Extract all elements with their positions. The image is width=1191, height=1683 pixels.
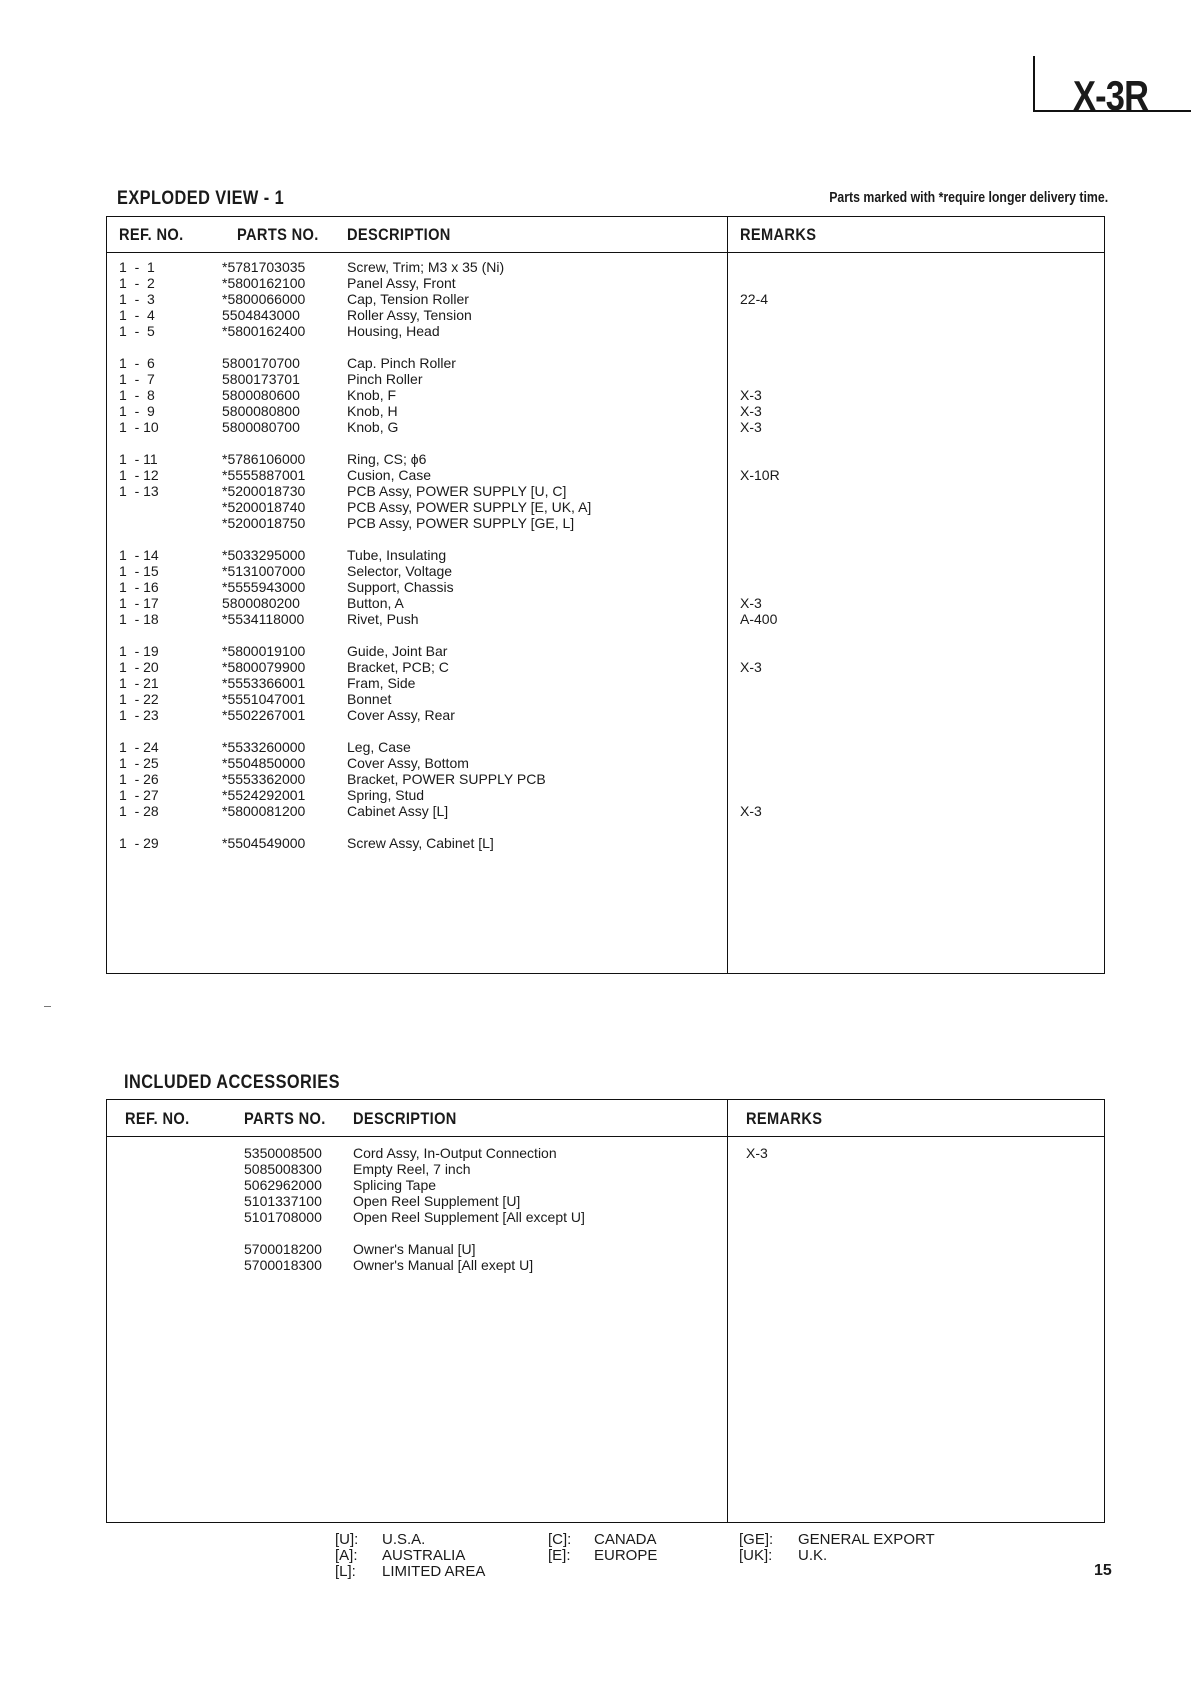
ref-cell: 1 - 10	[119, 419, 159, 435]
ref-cell: 1 - 28	[119, 803, 159, 819]
table-row	[107, 371, 1104, 387]
header-ref-no: REF. NO.	[119, 225, 184, 244]
part-number-cell: 5350008500	[244, 1145, 322, 1161]
part-number-cell: *5524292001	[222, 787, 306, 803]
description-cell: Pinch Roller	[347, 371, 423, 387]
part-number-cell: *5504850000	[222, 755, 306, 771]
remarks-cell: X-3	[740, 403, 762, 419]
table-row	[107, 595, 1104, 611]
ref-cell: 1 - 21	[119, 675, 159, 691]
table-row	[107, 291, 1104, 307]
remarks-cell: X-3	[740, 387, 762, 403]
table-row	[107, 307, 1104, 323]
part-number-cell: 5700018200	[244, 1241, 322, 1257]
table-row	[107, 419, 1104, 435]
legend-name-ge: GENERAL EXPORT	[798, 1531, 935, 1548]
description-cell: Cover Assy, Bottom	[347, 755, 469, 771]
part-number-cell: *5200018740	[222, 499, 306, 515]
description-cell: Guide, Joint Bar	[347, 643, 448, 659]
description-cell: PCB Assy, POWER SUPPLY [U, C]	[347, 483, 567, 499]
legend-code-c: [C]:	[548, 1531, 572, 1548]
part-number-cell: *5800079900	[222, 659, 306, 675]
part-number-cell: *5800162100	[222, 275, 306, 291]
part-number-cell: *5533260000	[222, 739, 306, 755]
ref-cell: 1 - 18	[119, 611, 159, 627]
table-row	[107, 707, 1104, 723]
part-number-cell: *5800019100	[222, 643, 306, 659]
table-row	[107, 451, 1104, 467]
description-cell: PCB Assy, POWER SUPPLY [GE, L]	[347, 515, 575, 531]
ref-cell: 1 - 19	[119, 643, 159, 659]
table-row	[107, 1161, 1104, 1177]
ref-cell: 1 - 14	[119, 547, 159, 563]
table-row	[107, 1193, 1104, 1209]
description-cell: Knob, F	[347, 387, 397, 403]
remarks-cell: X-3	[740, 419, 762, 435]
part-number-cell: *5504549000	[222, 835, 306, 851]
remarks-cell: X-3	[740, 803, 762, 819]
ref-cell: 1 - 27	[119, 787, 159, 803]
table-row	[107, 499, 1104, 515]
legend-name-e: EUROPE	[594, 1547, 658, 1564]
part-number-cell: *5551047001	[222, 691, 306, 707]
table-row	[107, 611, 1104, 627]
table-row	[107, 771, 1104, 787]
description-cell: Open Reel Supplement [All except U]	[353, 1209, 585, 1225]
description-cell: Leg, Case	[347, 739, 411, 755]
header-description: DESCRIPTION	[347, 225, 451, 244]
description-cell: Cord Assy, In-Output Connection	[353, 1145, 557, 1161]
ref-cell: 1 - 23	[119, 707, 159, 723]
remarks-cell: X-3	[740, 595, 762, 611]
table-row	[107, 1209, 1104, 1225]
ref-cell: 1 - 26	[119, 771, 159, 787]
remarks-cell: X-10R	[740, 467, 780, 483]
part-number-cell: *5553362000	[222, 771, 306, 787]
table-row	[107, 515, 1104, 531]
table-row	[107, 467, 1104, 483]
ref-cell: 1 - 8	[119, 387, 155, 403]
part-number-cell: *5502267001	[222, 707, 306, 723]
ref-cell: 1 - 4	[119, 307, 155, 323]
description-cell: Housing, Head	[347, 323, 440, 339]
header-parts-no: PARTS NO.	[244, 1109, 326, 1128]
table-row	[107, 483, 1104, 499]
part-number-cell: *5800081200	[222, 803, 306, 819]
table-row	[107, 563, 1104, 579]
description-cell: Cap. Pinch Roller	[347, 355, 456, 371]
part-number-cell: 5101708000	[244, 1209, 322, 1225]
accessory-rows	[107, 1145, 1104, 1273]
page-number: 15	[1094, 1562, 1112, 1579]
table-row	[107, 579, 1104, 595]
description-cell: Cabinet Assy [L]	[347, 803, 449, 819]
description-cell: Screw, Trim; M3 x 35 (Ni)	[347, 259, 505, 275]
description-cell: Screw Assy, Cabinet [L]	[347, 835, 494, 851]
part-number-cell: *5553366001	[222, 675, 306, 691]
legend-code-ge: [GE]:	[739, 1531, 774, 1548]
part-number-cell: 5504843000	[222, 307, 300, 323]
ref-cell: 1 - 15	[119, 563, 159, 579]
ref-cell: 1 - 25	[119, 755, 159, 771]
header-description: DESCRIPTION	[353, 1109, 457, 1128]
part-number-cell: 5800170700	[222, 355, 300, 371]
exploded-parts-table	[106, 216, 1105, 974]
description-cell: PCB Assy, POWER SUPPLY [E, UK, A]	[347, 499, 592, 515]
header-ref-no: REF. NO.	[125, 1109, 190, 1128]
description-cell: Rivet, Push	[347, 611, 419, 627]
legend-code-uk: [UK]:	[739, 1547, 773, 1564]
table-row	[107, 259, 1104, 275]
table-row	[107, 835, 1104, 851]
ref-cell: 1 - 24	[119, 739, 159, 755]
description-cell: Owner's Manual [U]	[353, 1241, 476, 1257]
ref-cell: 1 - 20	[119, 659, 159, 675]
table-row	[107, 323, 1104, 339]
table-row	[107, 659, 1104, 675]
delivery-note: Parts marked with *require longer delivery time.	[829, 189, 1108, 206]
ref-cell: 1 - 13	[119, 483, 159, 499]
description-cell: Tube, Insulating	[347, 547, 447, 563]
ref-cell: 1 - 5	[119, 323, 155, 339]
model-name: X-3R	[1073, 72, 1149, 119]
description-cell: Empty Reel, 7 inch	[353, 1161, 471, 1177]
ref-cell: 1 - 17	[119, 595, 159, 611]
table-row	[107, 547, 1104, 563]
description-cell: Spring, Stud	[347, 787, 425, 803]
part-number-cell: *5800066000	[222, 291, 306, 307]
table-row	[107, 1177, 1104, 1193]
remarks-cell: A-400	[740, 611, 778, 627]
legend-name-u: U.S.A.	[382, 1531, 426, 1548]
part-number-cell: 5800080200	[222, 595, 300, 611]
legend-name-l: LIMITED AREA	[382, 1563, 486, 1580]
table-row	[107, 755, 1104, 771]
part-number-cell: 5062962000	[244, 1177, 322, 1193]
stray-mark	[44, 1006, 51, 1007]
table-row	[107, 803, 1104, 819]
description-cell: Knob, H	[347, 403, 398, 419]
table-row	[107, 1241, 1104, 1257]
legend-code-l: [L]:	[335, 1563, 356, 1580]
description-cell: Selector, Voltage	[347, 563, 453, 579]
ref-cell: 1 - 11	[119, 451, 158, 467]
part-number-cell: 5800173701	[222, 371, 300, 387]
part-number-cell: *5200018730	[222, 483, 306, 499]
part-number-cell: *5555943000	[222, 579, 306, 595]
remarks-cell: X-3	[746, 1145, 768, 1161]
legend-name-uk: U.K.	[798, 1547, 828, 1564]
part-number-cell: 5800080600	[222, 387, 300, 403]
remarks-cell: 22-4	[740, 291, 769, 307]
part-number-cell: *5555887001	[222, 467, 306, 483]
ref-cell: 1 - 2	[119, 275, 155, 291]
header-parts-no: PARTS NO.	[237, 225, 319, 244]
table-row	[107, 675, 1104, 691]
description-cell: Bracket, PCB; C	[347, 659, 449, 675]
legend-name-c: CANADA	[594, 1531, 657, 1548]
table-row	[107, 1145, 1104, 1161]
ref-cell: 1 - 9	[119, 403, 155, 419]
ref-cell: 1 - 16	[119, 579, 159, 595]
description-cell: Cusion, Case	[347, 467, 432, 483]
description-cell: Bracket, POWER SUPPLY PCB	[347, 771, 546, 787]
ref-cell: 1 - 12	[119, 467, 159, 483]
description-cell: Cap, Tension Roller	[347, 291, 469, 307]
part-number-cell: 5700018300	[244, 1257, 322, 1273]
table-row	[107, 739, 1104, 755]
header-remarks: REMARKS	[746, 1109, 823, 1128]
ref-cell: 1 - 6	[119, 355, 155, 371]
legend-code-a: [A]:	[335, 1547, 358, 1564]
region-legend	[335, 1532, 975, 1582]
table-row	[107, 275, 1104, 291]
ref-cell: 1 - 3	[119, 291, 155, 307]
description-cell: Splicing Tape	[353, 1177, 437, 1193]
part-number-cell: 5800080700	[222, 419, 300, 435]
exploded-rows	[107, 259, 1104, 851]
table-header	[107, 1100, 1104, 1137]
description-cell: Support, Chassis	[347, 579, 454, 595]
header-remarks: REMARKS	[740, 225, 817, 244]
legend-code-u: [U]:	[335, 1531, 359, 1548]
table-row	[107, 643, 1104, 659]
table-row	[107, 1257, 1104, 1273]
part-number-cell: *5131007000	[222, 563, 306, 579]
part-number-cell: *5786106000	[222, 451, 306, 467]
legend-name-a: AUSTRALIA	[382, 1547, 466, 1564]
description-cell: Panel Assy, Front	[347, 275, 456, 291]
exploded-view-title: EXPLODED VIEW - 1	[117, 188, 285, 209]
description-cell: Ring, CS; ϕ6	[347, 451, 427, 467]
table-row	[107, 387, 1104, 403]
part-number-cell: *5781703035	[222, 259, 306, 275]
description-cell: Knob, G	[347, 419, 399, 435]
part-number-cell: *5200018750	[222, 515, 306, 531]
model-tab	[1033, 56, 1191, 119]
part-number-cell: *5800162400	[222, 323, 306, 339]
description-cell: Roller Assy, Tension	[347, 307, 472, 323]
legend-code-e: [E]:	[548, 1547, 571, 1564]
description-cell: Button, A	[347, 595, 404, 611]
table-row	[107, 691, 1104, 707]
description-cell: Open Reel Supplement [U]	[353, 1193, 521, 1209]
table-header	[107, 217, 1104, 253]
accessories-title: INCLUDED ACCESSORIES	[124, 1072, 340, 1093]
part-number-cell: 5800080800	[222, 403, 300, 419]
remarks-cell: X-3	[740, 659, 762, 675]
ref-cell: 1 - 7	[119, 371, 155, 387]
ref-cell: 1 - 22	[119, 691, 159, 707]
table-row	[107, 403, 1104, 419]
part-number-cell: *5033295000	[222, 547, 306, 563]
part-number-cell: 5085008300	[244, 1161, 322, 1177]
part-number-cell: *5534118000	[222, 611, 305, 627]
ref-cell: 1 - 29	[119, 835, 159, 851]
description-cell: Cover Assy, Rear	[347, 707, 455, 723]
description-cell: Owner's Manual [All exept U]	[353, 1257, 534, 1273]
ref-cell: 1 - 1	[119, 259, 155, 275]
part-number-cell: 5101337100	[244, 1193, 322, 1209]
table-row	[107, 787, 1104, 803]
table-row	[107, 355, 1104, 371]
description-cell: Bonnet	[347, 691, 392, 707]
description-cell: Fram, Side	[347, 675, 416, 691]
accessories-table	[106, 1099, 1105, 1523]
